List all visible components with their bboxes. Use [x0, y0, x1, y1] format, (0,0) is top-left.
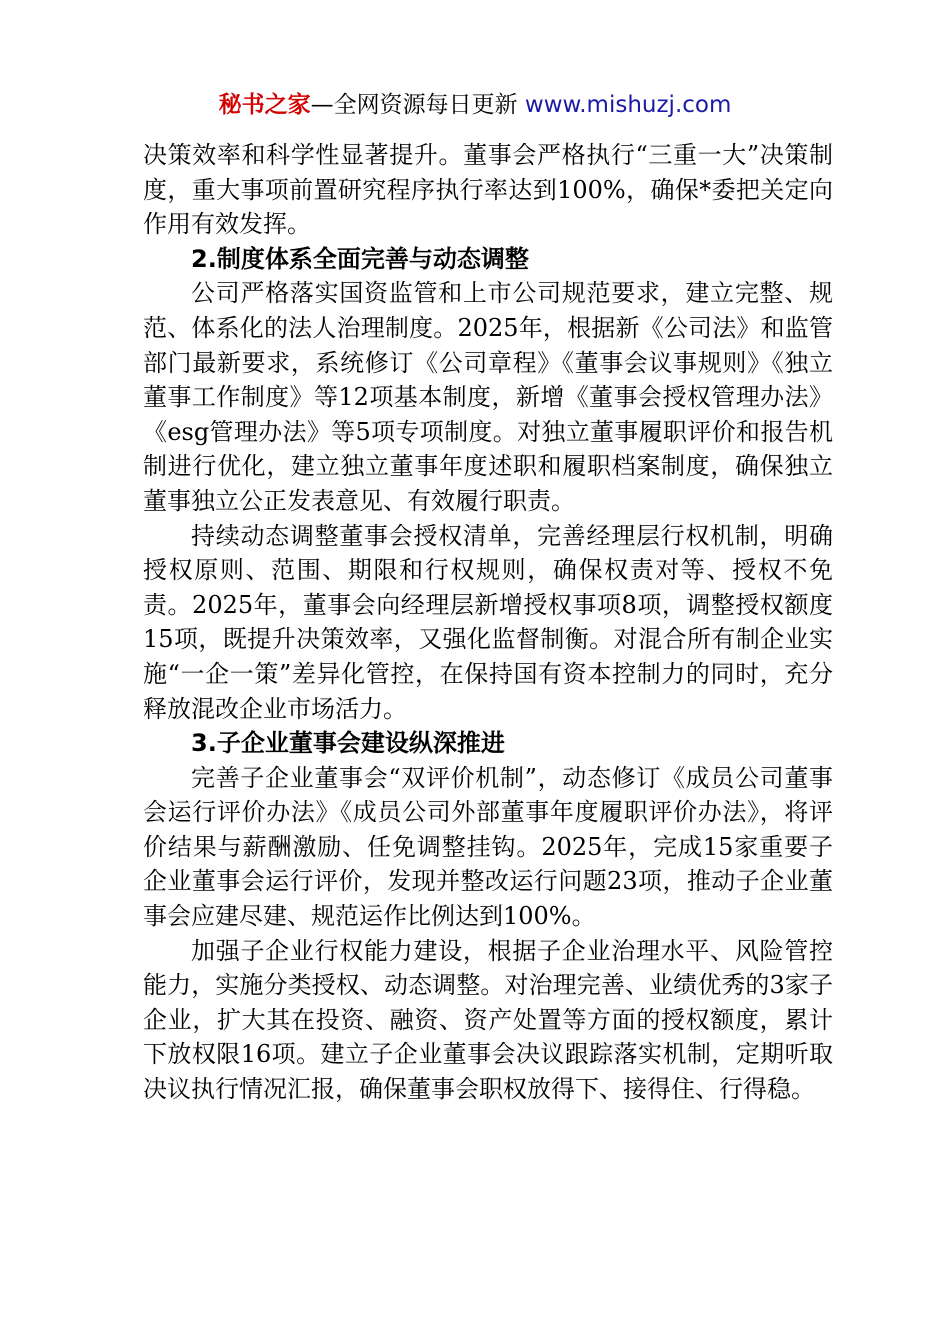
document-body	[143, 138, 833, 1107]
site-url-link[interactable]: www.mishuzj.com	[524, 92, 732, 118]
section-heading-2: 2.制度体系全面完善与动态调整	[191, 244, 529, 273]
header-tagline: —全网资源每日更新	[310, 92, 525, 118]
paragraph: 完善子企业董事会“双评价机制”，动态修订《成员公司董事会运行评价办法》《成员公司外部董事年度履职评价办法》，将评价结果与薪酬激励、任免调整挂钩。2025年，完成15家重要子企业董事会运行评价，发现并整改运行问题23项，推动子企业董事会应建尽建、规范运作比例达到100%。	[143, 763, 833, 931]
paragraph: 加强子企业行权能力建设，根据子企业治理水平、风险管控能力，实施分类授权、动态调整。对治理完善、业绩优秀的3家子企业，扩大其在投资、融资、资产处置等方面的授权额度，累计下放权限16项。建立子企业董事会决议跟踪落实机制，定期听取决议执行情况汇报，确保董事会职权放得下、接得住、行得稳。	[143, 936, 833, 1104]
paragraph-continuation: 决策效率和科学性显著提升。董事会严格执行“三重一大”决策制度，重大事项前置研究程序执行率达到100%，确保*委把关定向作用有效发挥。	[143, 141, 833, 239]
paragraph: 公司严格落实国资监管和上市公司规范要求，建立完整、规范、体系化的法人治理制度。2025年，根据新《公司法》和监管部门最新要求，系统修订《公司章程》《董事会议事规则》《独立董事工作制度》等12项基本制度，新增《董事会授权管理办法》《esg管理办法》等5项专项制度。对独立董事履职评价和报告机制进行优化，建立独立董事年度述职和履职档案制度，确保独立董事独立公正发表意见、有效履行职责。	[143, 279, 833, 515]
paragraph: 持续动态调整董事会授权清单，完善经理层行权机制，明确授权原则、范围、期限和行权规则，确保权责对等、授权不免责。2025年，董事会向经理层新增授权事项8项，调整授权额度15项，既提升决策效率，又强化监督制衡。对混合所有制企业实施“一企一策”差异化管控，在保持国有资本控制力的同时，充分释放混改企业市场活力。	[143, 521, 833, 723]
brand-name: 秘书之家	[218, 92, 311, 118]
section-heading-3: 3.子企业董事会建设纵深推进	[191, 729, 505, 758]
page-header	[0, 88, 950, 122]
